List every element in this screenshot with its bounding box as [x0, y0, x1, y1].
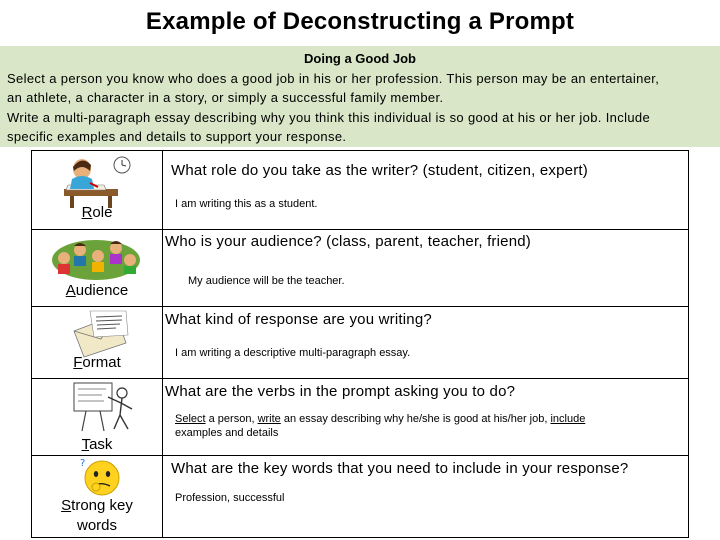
task-answer-text-3: examples and details [175, 427, 279, 439]
task-label [32, 435, 162, 455]
format-question: What kind of response are you writing? [165, 311, 432, 328]
key-words-cell [32, 456, 162, 537]
prompt-line-4: specific examples and details to support your response. [7, 129, 347, 144]
prompt-line-1: Select a person you know who does a good job in his or her profession. This person may be an entertainer, [7, 70, 660, 86]
task-question: What are the verbs in the prompt asking you to do? [165, 383, 516, 400]
key-words-label [32, 496, 162, 536]
audience-label-rest: udience [75, 282, 129, 299]
table-row-audience [32, 230, 688, 307]
table-row-task [32, 379, 688, 456]
role-label-initial: R [81, 204, 93, 221]
format-cell [32, 307, 162, 378]
audience-label [32, 281, 162, 301]
role-label-rest: ole [92, 204, 113, 221]
audience-question: Who is your audience? (class, parent, teacher, friend) [165, 233, 531, 250]
role-cell [32, 151, 162, 229]
page-title: Example of Deconstructing a Prompt [145, 8, 575, 35]
letter-envelope-icon [70, 309, 134, 359]
column-divider [162, 379, 163, 455]
key-words-label-line2: words [76, 517, 117, 534]
format-label-rest: ormat [82, 354, 121, 371]
prompt-heading: Doing a Good Job [304, 51, 416, 66]
role-question: What role do you take as the writer? (student, citizen, expert) [171, 162, 588, 179]
key-words-label-initial: S [61, 497, 72, 514]
format-label-initial: F [73, 354, 83, 371]
key-words-question: What are the key words that you need to include in your response? [171, 460, 629, 477]
prompt-line-2: an athlete, a character in a story, or simply a successful family member. [7, 90, 444, 105]
task-cell [32, 379, 162, 455]
rafts-table [31, 150, 689, 538]
task-answer-text-1: a person, [205, 413, 258, 425]
task-answer-text-2: an essay describing why he/she is good at his/her job, [280, 413, 551, 425]
audience-label-initial: A [65, 282, 76, 299]
key-words-answer: Profession, successful [175, 492, 285, 504]
column-divider [162, 230, 163, 306]
format-answer: I am writing a descriptive multi-paragraph essay. [175, 347, 411, 359]
thinking-smiley-icon [76, 456, 126, 498]
table-row-format [32, 307, 688, 379]
audience-crowd-icon [50, 232, 142, 282]
column-divider [162, 307, 163, 378]
table-row-key-words [32, 456, 688, 537]
svg-text:?: ? [80, 458, 86, 469]
presenter-at-board-icon [72, 381, 136, 433]
audience-answer: My audience will be the teacher. [188, 275, 345, 287]
writer-at-desk-icon [60, 155, 132, 209]
prompt-box [0, 46, 720, 147]
column-divider [162, 151, 163, 229]
task-label-rest: ask [89, 436, 113, 453]
task-verb-select: Select [175, 413, 206, 425]
task-verb-include: include [550, 413, 586, 425]
table-row-role [32, 151, 688, 230]
role-label [32, 203, 162, 223]
role-answer: I am writing this as a student. [175, 198, 318, 210]
column-divider [162, 456, 163, 537]
format-label [32, 353, 162, 373]
task-label-initial: T [81, 436, 90, 453]
task-verb-write: write [257, 413, 281, 425]
key-words-label-rest: trong key [71, 497, 133, 514]
audience-cell [32, 230, 162, 306]
task-answer [175, 412, 635, 440]
prompt-line-3: Write a multi-paragraph essay describing why you think this individual is so good at his or her job. Include [7, 109, 651, 125]
